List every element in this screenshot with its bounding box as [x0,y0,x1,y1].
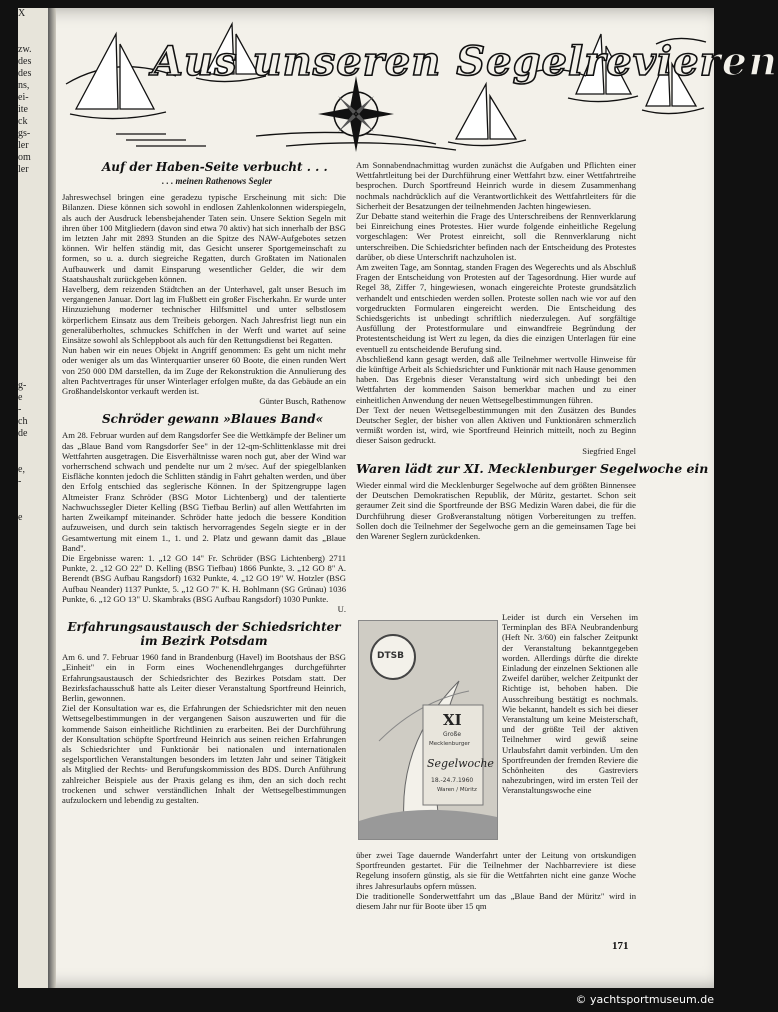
edge-fragment: ei- [18,92,29,103]
edge-fragment: ler [18,164,29,175]
edge-fragment: ite [18,104,28,115]
edge-fragment: - [18,476,22,487]
section-title: Aus unseren Segelrevieren [152,38,778,85]
edge-fragment [18,332,48,344]
edge-fragment [18,260,48,272]
edge-fragment [18,536,48,548]
edge-fragment [18,248,48,260]
edge-fragment: des [18,68,32,79]
paragraph: Am zweiten Tage, am Sonntag, standen Fragen des Wegerechts und als Abschluß Fragen der Entscheidung von Protesten auf der Tagesordnung. Hier wurde auf Regel 38, Ziffer 7, hingewiesen, wonach eingereichte Proteste grundsätzlich verhandelt und entschieden werden sollen. Proteste sollen nach wie vor auf den vorgedruckten Formularen eingereicht werden. Die Entscheidung des Schiedsgerichts ist unbedingt schriftlich niederzulegen. Auf sorgfältige Ausfüllung der Protestformulare und einwandfreie Begründung der Protestentscheidung ist Wert zu legen, da dies die einzigen Unterlagen für eine eventuell zu entscheidende Berufung sind. [356,262,636,354]
edge-fragment: des [18,56,32,67]
edge-fragment: zw. [18,44,32,55]
paragraph: Die Ergebnisse waren: 1. „12 GO 14" Fr. Schröder (BSG Lichtenberg) 2711 Punkte, 2. „12 GO 22" D. Kelling (BSG Tiefbau) 1866 Punkte, 3. „12 GO 8" A. Berendt (BSG Aufbau Rangsdorf) 1632 Punkte, 4. „12 GO 19" W. Hotzler (BSG Aufbau Neander) 1137 Punkte, 5. „12 GO 7" K. H. Bohlmann (SG Grünau) 1036 Punkte, 6. „12 GO 13" U. Skambraks (BSG Aufbau Rangsdorf) 1030 Punkte. [62,552,346,604]
edge-fragment [18,224,48,236]
right-column [356,160,709,541]
edge-fragment [18,356,48,368]
poster-dates: 18.-24.7.1960 [431,777,474,784]
poster-line2: Mecklenburger [429,741,471,747]
segelwoche-poster [358,620,498,840]
edge-fragment: ck [18,116,28,127]
beside-poster-text [502,612,638,796]
edge-fragment [18,188,48,200]
paragraph: Der Text der neuen Wettsegelbestimmungen mit den Zusätzen des Bundes Deutscher Segler, der bisher von allen Aktiven und Funktionären schmerzlich vermißt worden ist, wird, wie Sportfreund Heinrich mitteilt, noch zu Beginn dieser Saison gedruckt. [356,404,636,446]
paragraph: Havelberg, dem reizenden Städtchen an der Unterhavel, galt unser Besuch im vergangenen Januar. Dort lag im Flußbett ein großer Fischerkahn. Er wurde unter Hinzuziehung moderner technischer Hilfsmittel und unter selbstlosem körperlichem Einsatz aus dem Treibeis geborgen. Nach Jahresfrist liegt nun ein generalüberholtes, schmuckes Schiffchen in der Werft und wartet auf seine Einsätze sowohl als Schleppboot als auch für den Rettungsdienst bei Regatten. [62,284,346,346]
edge-fragment: X [18,8,26,19]
edge-fragment: ler [18,140,29,151]
edge-fragment [18,176,48,188]
edge-fragment [18,368,48,380]
edge-fragment [18,20,48,32]
paragraph: Abschließend kann gesagt werden, daß alle Teilnehmer wertvolle Hinweise für die künftige Arbeit als Schiedsrichter und Funktionär mit nach Hause genommen haben. Das Ergebnis dieser Veranstaltung wird sich unbedingt bei den Wettfahrten der kommenden Saison bemerkbar machen und zu einer einheitlichen Anwendung der neuen Wettsegelbestimmungen führen. [356,353,636,405]
edge-fragment: om [18,152,31,163]
author-signature: Siegfried Engel [582,445,636,456]
edge-fragment [18,284,48,296]
page-gutter [48,8,56,988]
paragraph: Ziel der Konsultation war es, die Erfahrungen der Schiedsrichter mit den neuen Wettsegelbestimmungen in der vergangenen Saison auszuwerten und für die kommende Saison einheitliche Richtlinien zu erarbeiten. Bei der Durchführung der Konsultation schöpfte Sportfreund Heinrich aus seinen reichen Erfahrungen als Schiedsrichter und Funktionär bei nationalen und internationalen segelsportlichen Veranstaltungen besonders im letzten Jahr und seiner Tätigkeit als Mitglied der Rechts- und Berufungskommission des BDS. Durch Anführung zahlreicher Beispiele aus der Praxis gelang es ihm, den an sich doch recht trockenen und schwer verständlichen Inhalt der Wettsegelbestimmungen aufzulockern und lebendig zu gestalten. [62,703,346,805]
edge-fragment [18,440,48,452]
edge-fragment: ns, [18,80,30,91]
previous-page-edge [18,8,48,988]
poster-roman: XI [443,711,462,729]
edge-fragment: ch [18,416,28,427]
paragraph: Jahreswechsel bringen eine geradezu typische Erscheinung mit sich: Die Bilanzen. Diese können sich sowohl in endlosen Zahlenkolonnen widerspiegeln, als auch der Ausdruck lebensbejahender Taten sein. Unsere Sektion Segeln mit ihren über 100 Mitgliedern (davon sind etwa 70 aktiv) hat sich innerhalb der BSG im letzten Jahr mit 2893 Stunden an die Spitze des NAW-Aufgebotes setzen können. Wir helfen ständig mit, das Gesicht unserer Sportgemeinschaft zu formen, so u. a. durch siegreiche Regatten, durch Großtaten im Nationalen Aufbauwerk und damit Einsparung wesentlicher Gelder, die wir dem Staatshaushalt zurückgeben können. [62,192,346,284]
edge-fragment: e, [18,464,25,475]
edge-fragment [18,272,48,284]
edge-fragment [18,308,48,320]
author-signature: U. [337,603,346,614]
edge-fragment [18,296,48,308]
headline-waren: Waren lädt zur XI. Mecklenburger Segelwoche ein [356,460,709,476]
paragraph: Wieder einmal wird die Mecklenburger Segelwoche auf dem größten Binnensee der Deutschen Demokratischen Republik, der Müritz, gestartet. Schon seit geraumer Zeit sind die Sportfreunde der BSG Medizin Waren dabei, die für die Durchführung dieser Großveranstaltung nötigen Vorbereitungen zu treffen. Sollen doch die Teilnehmer der Segelwoche gern an die gemeinsamen Tage bei den Warener Seglern zurückdenken. [356,479,636,541]
edge-fragment: e [18,392,23,403]
poster-emblem: DTSB [377,651,404,661]
paragraph: Am 6. und 7. Februar 1960 fand in Brandenburg (Havel) im Bootshaus der BSG „Einheit" ein in Form eines Wochenendlehrganges durchgeführter Erfahrungsaustausch der Schiedsrichter des Bezirkes Potsdam statt. Der Bezirksfachausschuß hatte als Leiter dieser Veranstaltung Sportfreund Heinrich, Berlin, gewonnen. [62,652,346,703]
edge-fragment: de [18,428,28,439]
paragraph: über zwei Tage dauernde Wanderfahrt unter der Leitung von ortskundigen Sportfreunden gestartet. Für die Teilnehmer der Nachbarreviere ist diese Regelung insofern günstig, als sie für die Wettfahrten nicht eine ganze Woche ihres Jahresurlaubs opfern müssen. [356,850,636,891]
edge-fragment [18,236,48,248]
compass-rose-icon [318,76,394,152]
poster-title: Segelwoche [427,757,494,770]
headline-haben-seite: Auf der Haben-Seite verbucht . . . [102,160,328,174]
masthead-illustration [56,14,778,152]
paragraph: Am Sonnabendnachmittag wurden zunächst die Aufgaben und Pflichten einer Wettfahrtleitung bei der Durchführung einer Wettfahrt bzw. einer Wettfahrtreihe besprochen. Durch Sportfreund Heinrich wurde in diesem Zusammenhang nochmals nachdrücklich auf die Verantwortlichkeit des Wettfahrtleiters für die Sicherheit der Besatzungen der teilnehmenden Jachten hingewiesen. [356,160,636,211]
edge-fragment [18,524,48,536]
magazine-page [18,8,778,988]
edge-fragment: gs- [18,128,31,139]
page-number: 171 [612,940,629,952]
headline-blaues-band: Schröder gewann »Blaues Band« [102,412,324,427]
headline-schiedsrichter: Erfahrungsaustausch der Schiedsrichter im Bezirk Potsdam [67,620,341,649]
edge-fragment [18,32,48,44]
paragraph: Leider ist durch ein Versehen im Terminplan des BFA Neubrandenburg (Heft Nr. 3/60) ein falscher Zeitpunkt der Veranstaltung bekanntgegeben worden. Allerdings dürfte die direkte Einladung der einzelnen Sektionen alle Zweifel darüber, welcher Zeitpunkt der Richtige ist, behoben haben. Die Ausschreibung bestätigt es nochmals. Wie bekannt, handelt es sich bei dieser Veranstaltung um keine Meisterschaft, und der größte Teil der aktiven Teilnehmer wird gewiß seine Urlaubsfahrt damit verbinden. Um den Sportfreunden der fremden Reviere die Schönheiten des Gastreviers nahezubringen, wird im ersten Teil der Veranstaltungswoche eine [502,612,638,796]
edge-fragment [18,488,48,500]
edge-fragment [18,344,48,356]
edge-fragment: g- [18,380,27,391]
paragraph: Zur Debatte stand weiterhin die Frage des Unterschreibens der Rennverklarung bei Einreichung eines Protestes. Hier wurde folgende einheitliche Regelung vorgeschlagen: Wer Protest einreicht, soll die Rennverklarung nicht unterschreiben. Die Schiedsrichter befinden nach der Entscheidung des Protestes darüber, ob diese Unterschrift nachzuholen ist. [356,211,636,262]
edge-fragment: e [18,512,23,523]
edge-fragment [18,452,48,464]
edge-fragment: - [18,404,22,415]
watermark: © yachtsportmuseum.de [575,993,714,1006]
poster-place: Waren / Müritz [437,787,477,793]
poster-line1: Große [443,731,462,738]
author-signature: Günter Busch, Rathenow [259,396,346,407]
edge-fragment [18,212,48,224]
paragraph: Am 28. Februar wurden auf dem Rangsdorfer See die Wettkämpfe der Beliner um das „Blaue Band vom Rangsdorfer See" in der 12-qm-Schlittenklasse mit drei Wettfahrten ausgetragen. Die Eisverhältnisse waren noch gut, aber der Wind war vorherrschend schwach und pendelte nur um 2 m/sec. Auf der spiegelblanken Eisfläche konnten jedoch die Schlitten ständig in Fahrt gehalten werden, und über den Erfolg entschied das seglerische Können. In der Spitzengruppe lagen Altmeister Franz Schröder (BSG Motor Lichtenberg) und der talentierte Nachwuchssegler Dieter Kelling (BSG Tiefbau Berlin) auf allen Wettfahrten im harten Zweikampf miteinander. Schröder hatte jedoch die bessere Kondition aufzuweisen, und durch sein taktisch hervorragendes Segeln siegte er in der Gesamtwertung mit einem 1., 1. und 2. Platz und gewann damit das „Blaue Band". [62,430,346,553]
edge-fragment [18,200,48,212]
edge-fragment [18,320,48,332]
left-column [62,160,346,805]
paragraph: Nun haben wir ein neues Objekt in Angriff genommen: Es geht um nicht mehr oder weniger als um das Winterquartier unserer 60 Boote, die einen runden Wert von 250 000 DM darstellen, da im Zuge der Rekonstruktion die Annulierung des alten Pachtvertrages für unser Winterlager erfolgen mußte, da das Gebäude an ein Großhandelskontor verkauft werden ist. [62,345,346,397]
subheadline-rathenow: . . . meinen Rathenows Segler [162,176,273,186]
after-poster-text [356,850,636,911]
edge-fragment [18,500,48,512]
paragraph: Die traditionelle Sonderwettfahrt um das „Blaue Band der Müritz" wird in diesem Jahr nur für Boote über 15 qm [356,890,636,912]
